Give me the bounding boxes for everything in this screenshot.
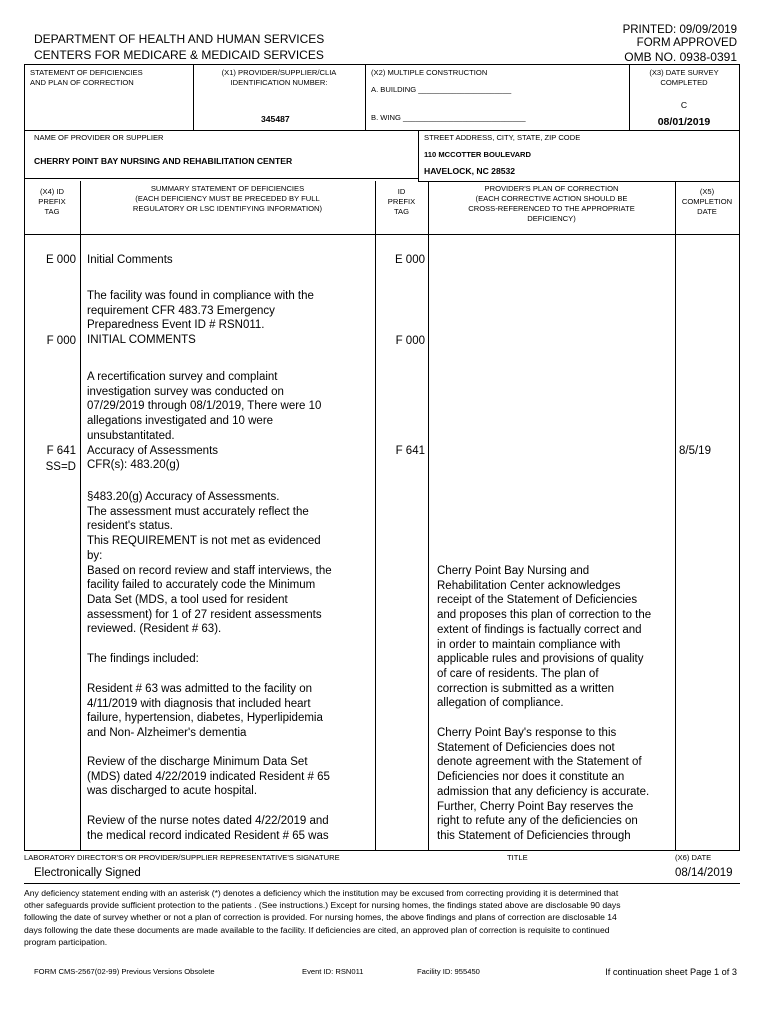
- statement-label: STATEMENT OF DEFICIENCIES AND PLAN OF CORRECTION: [30, 68, 143, 87]
- summary-block: Initial Comments: [87, 254, 173, 266]
- title-label: TITLE: [507, 853, 528, 862]
- summary-block: A recertification survey and complaint investigation survey was conducted on 07/29/2019 through 08/1/2019, There were 10 allegations investigated and 10 were unsubstantitated. Accuracy of Assessments CFR(s): 483.20(g): [87, 371, 322, 472]
- cms-name: CENTERS FOR MEDICARE & MEDICAID SERVICES: [34, 48, 324, 62]
- col-x4-header: (X4) ID PREFIX TAG: [38, 187, 66, 216]
- summary-block: §483.20(g) Accuracy of Assessments. The assessment must accurately reflect the resident's status. This REQUIREMENT is not met as evidenced by: Based on record review and staff interviews, the facility failed to accurately code the Minimum Data Set (MDS, a tool used for resident assessment) for 1 of 27 resident assessments reviewed. (Resident # 63).: [87, 491, 332, 636]
- date-survey-code: C: [680, 100, 688, 110]
- id-tag-e000: E 000: [394, 254, 425, 266]
- multiple-construction-label: (X2) MULTIPLE CONSTRUCTION: [371, 68, 488, 77]
- page-indicator: If continuation sheet Page 1 of 3: [605, 967, 737, 977]
- tag-e000: E 000: [45, 254, 76, 266]
- tag-scope-severity: SS=D: [45, 461, 76, 473]
- address-label: STREET ADDRESS, CITY, STATE, ZIP CODE: [424, 133, 581, 142]
- event-id: Event ID: RSN011: [302, 967, 364, 976]
- id-tag-f641: F 641: [395, 445, 425, 457]
- col-id-header: ID PREFIX TAG: [387, 187, 416, 216]
- building-label: A. BUILDING ______________________: [371, 85, 512, 94]
- col-plan-header: PROVIDER'S PLAN OF CORRECTION (EACH CORRECTIVE ACTION SHOULD BE CROSS-REFERENCED TO THE APPROPRIATE DEFICIENCY): [468, 184, 635, 223]
- plan-block: Cherry Point Bay Nursing and Rehabilitation Center acknowledges receipt of the Statement of Deficiencies and proposes this plan of correction to the extent of findings is factually correct and in order to maintain compliance with applicable rules and provisions of quality of care of residents. The plan of correction is submitted as a written allegation of compliance.: [437, 565, 652, 710]
- date-survey-label: (X3) DATE SURVEY COMPLETED: [649, 68, 719, 87]
- street-address: 110 MCCOTTER BOULEVARD: [424, 150, 532, 159]
- date-survey: 08/01/2019: [657, 116, 711, 128]
- city-state-zip: HAVELOCK, NC 28532: [424, 166, 516, 176]
- provider-name-label: NAME OF PROVIDER OR SUPPLIER: [34, 133, 164, 142]
- plan-block: Cherry Point Bay's response to this Statement of Deficiencies does not denote agreement with the Statement of Deficiencies nor does it constitute an admission that any deficiency is accurate. Further, Cherry Point Bay reserves the right to refute any of the deficiencies on this Statement of Deficiencies through: [437, 727, 650, 842]
- id-tag-f000: F 000: [395, 335, 425, 347]
- signature-value: Electronically Signed: [34, 867, 141, 879]
- summary-block: The facility was found in compliance with the requirement CFR 483.73 Emergency Preparedness Event ID # RSN011. INITIAL COMMENTS: [87, 290, 314, 347]
- summary-block: Review of the discharge Minimum Data Set (MDS) dated 4/22/2019 indicated Resident # 65 was discharged to acute hospital.: [87, 756, 330, 798]
- director-signature-label: LABORATORY DIRECTOR'S OR PROVIDER/SUPPLIER REPRESENTATIVE'S SIGNATURE: [24, 853, 340, 862]
- completion-date: 8/5/19: [679, 445, 711, 457]
- facility-id: Facility ID: 955450: [417, 967, 480, 976]
- provider-id-label: (X1) PROVIDER/SUPPLIER/CLIA IDENTIFICATION NUMBER:: [221, 68, 337, 87]
- tag-f000: F 000: [46, 335, 76, 347]
- summary-block: The findings included:: [87, 653, 199, 665]
- x6-date-label: (X6) DATE: [675, 853, 712, 862]
- col-x5-header: (X5) COMPLETION DATE: [681, 187, 733, 216]
- provider-id: 345487: [261, 114, 290, 124]
- summary-block: Review of the nurse notes dated 4/22/2019 and the medical record indicated Resident # 65 was: [87, 815, 329, 842]
- form-number: FORM CMS-2567(02-99) Previous Versions Obsolete: [34, 967, 215, 976]
- omb-number: OMB NO. 0938-0391: [624, 50, 737, 64]
- department-name: DEPARTMENT OF HEALTH AND HUMAN SERVICES: [34, 32, 325, 46]
- col-summary-header: SUMMARY STATEMENT OF DEFICIENCIES (EACH DEFICIENCY MUST BE PRECEDED BY FULL REGULATORY OR LSC IDENTIFYING INFORMATION): [132, 184, 323, 213]
- provider-name: CHERRY POINT BAY NURSING AND REHABILITATION CENTER: [34, 156, 293, 166]
- wing-label: B. WING _____________________________: [371, 113, 526, 122]
- tag-f641: F 641: [46, 445, 76, 457]
- summary-block: Resident # 63 was admitted to the facility on 4/11/2019 with diagnosis that included heart failure, hypertension, diabetes, Hyperlipidemia and Non- Alzheimer's dementia: [87, 683, 323, 740]
- signature-date: 08/14/2019: [675, 867, 733, 879]
- printed-date: PRINTED: 09/09/2019: [622, 24, 737, 36]
- form-approved: FORM APPROVED: [636, 37, 737, 49]
- disclaimer-text: Any deficiency statement ending with an asterisk (*) denotes a deficiency which the institution may be excused from correcting providing it is determined that other safeguards provide sufficient protection to the patients . (See instructions.) Except for nursing homes, the findings stated above are disclosable 90 days following the date of survey whether or not a plan of correction is provided. For nursing homes, the above findings and plans of correction are disclosable 14 days following the date these documents are made available to the facility. If deficiencies are cited, an approved plan of correction is requisite to continued program participation.: [24, 888, 621, 947]
